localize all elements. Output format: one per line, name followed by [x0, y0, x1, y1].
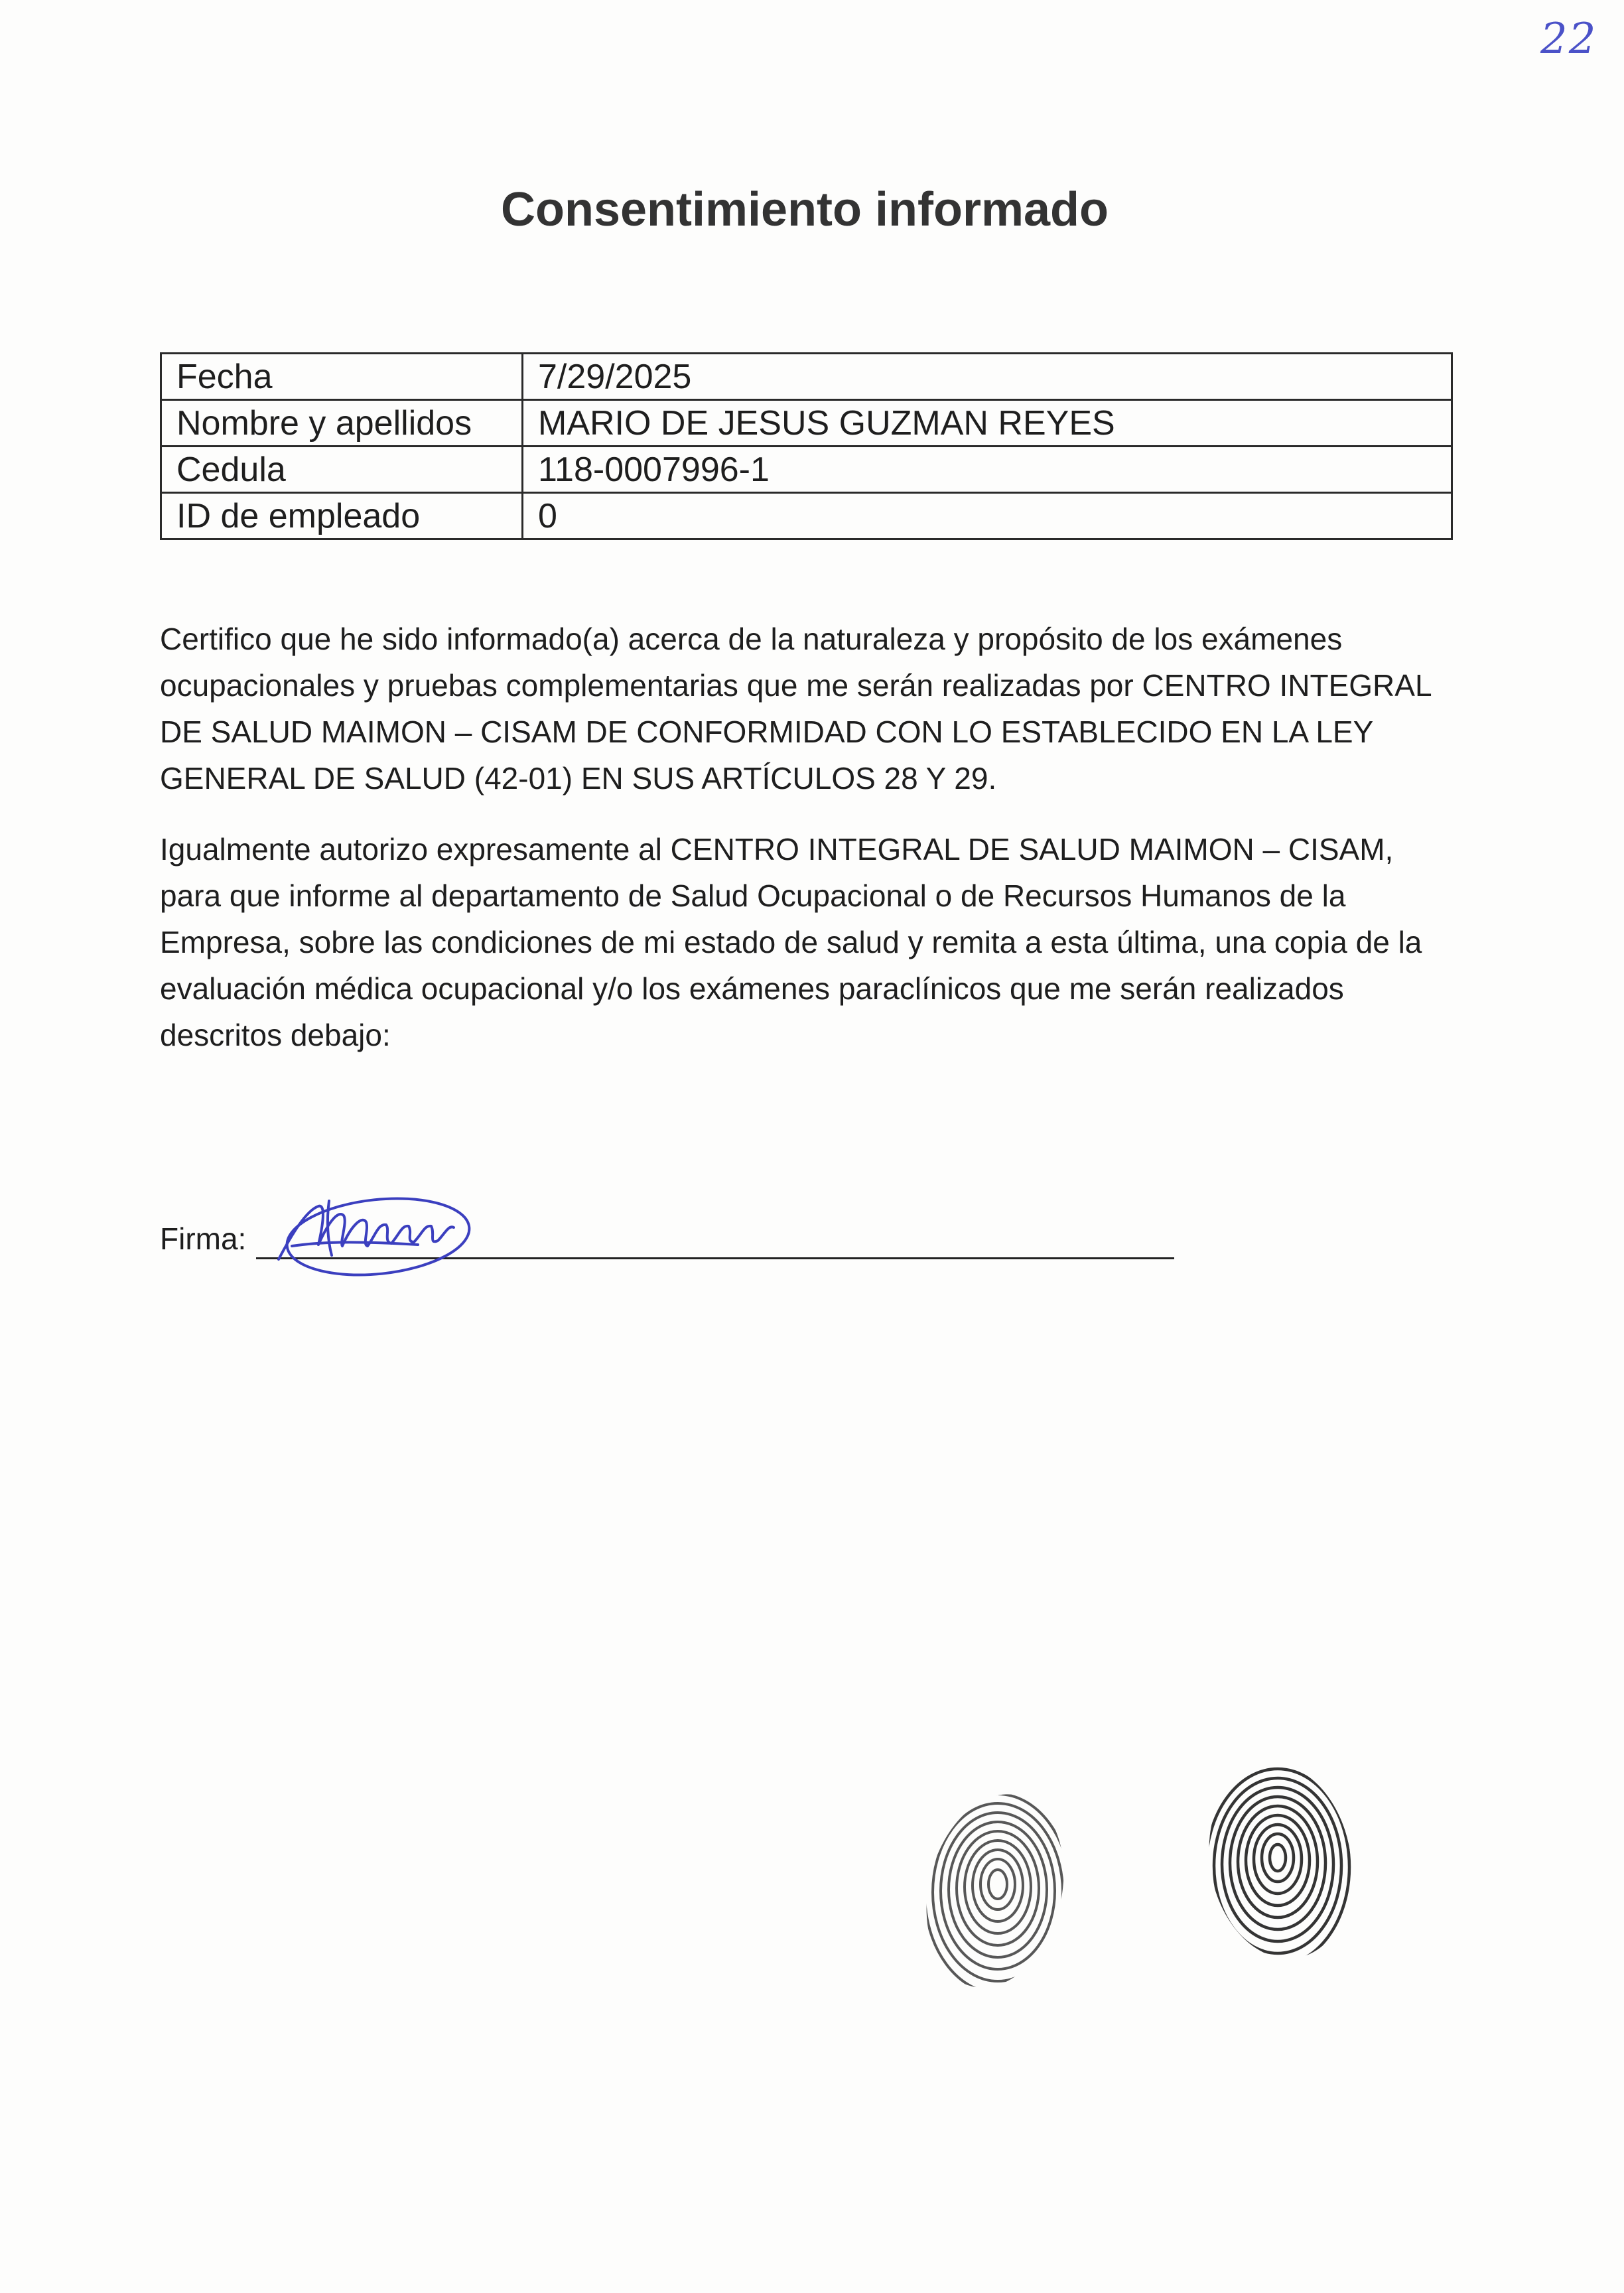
- personal-info-table: [160, 352, 1453, 540]
- handwritten-signature: [265, 1181, 478, 1294]
- field-value-nombre: MARIO DE JESUS GUZMAN REYES: [523, 400, 1452, 447]
- right-fingerprint: [1201, 1752, 1360, 1971]
- signature-label: Firma:: [160, 1221, 247, 1256]
- table-row: [161, 400, 1452, 447]
- field-label-cedula: Cedula: [161, 447, 523, 493]
- table-row: [161, 354, 1452, 400]
- left-fingerprint: [915, 1785, 1075, 1997]
- field-label-id-empleado: ID de empleado: [161, 493, 523, 539]
- authorization-paragraph: Igualmente autorizo expresamente al CENTRO INTEGRAL DE SALUD MAIMON – CISAM, para que informe al departamento de Salud Ocupacional o de Recursos Humanos de la Empresa, sobre las condiciones de mi estado de salud y remita a esta última, una copia de la evaluación médica ocupacional y/o los exámenes paraclínicos que me serán realizados descritos debajo:: [160, 832, 1422, 1052]
- field-value-cedula: 118-0007996-1: [523, 447, 1452, 493]
- field-label-fecha: Fecha: [161, 354, 523, 400]
- handwritten-page-number: 22: [1540, 15, 1597, 64]
- field-value-id-empleado: 0: [523, 493, 1452, 539]
- field-label-nombre: Nombre y apellidos: [161, 400, 523, 447]
- document-title: Consentimiento informado: [501, 183, 1109, 236]
- field-value-fecha: 7/29/2025: [523, 354, 1452, 400]
- table-row: [161, 447, 1452, 493]
- table-row: [161, 493, 1452, 539]
- certification-paragraph: Certifico que he sido informado(a) acerca de la naturaleza y propósito de los exámenes ocupacionales y pruebas complementarias que me serán realizadas por CENTRO INTEGRAL DE SALUD MAIMON – CISAM DE CONFORMIDAD CON LO ESTABLECIDO EN LA LEY GENERAL DE SALUD (42-01) EN SUS ARTÍCULOS 28 Y 29.: [160, 622, 1431, 796]
